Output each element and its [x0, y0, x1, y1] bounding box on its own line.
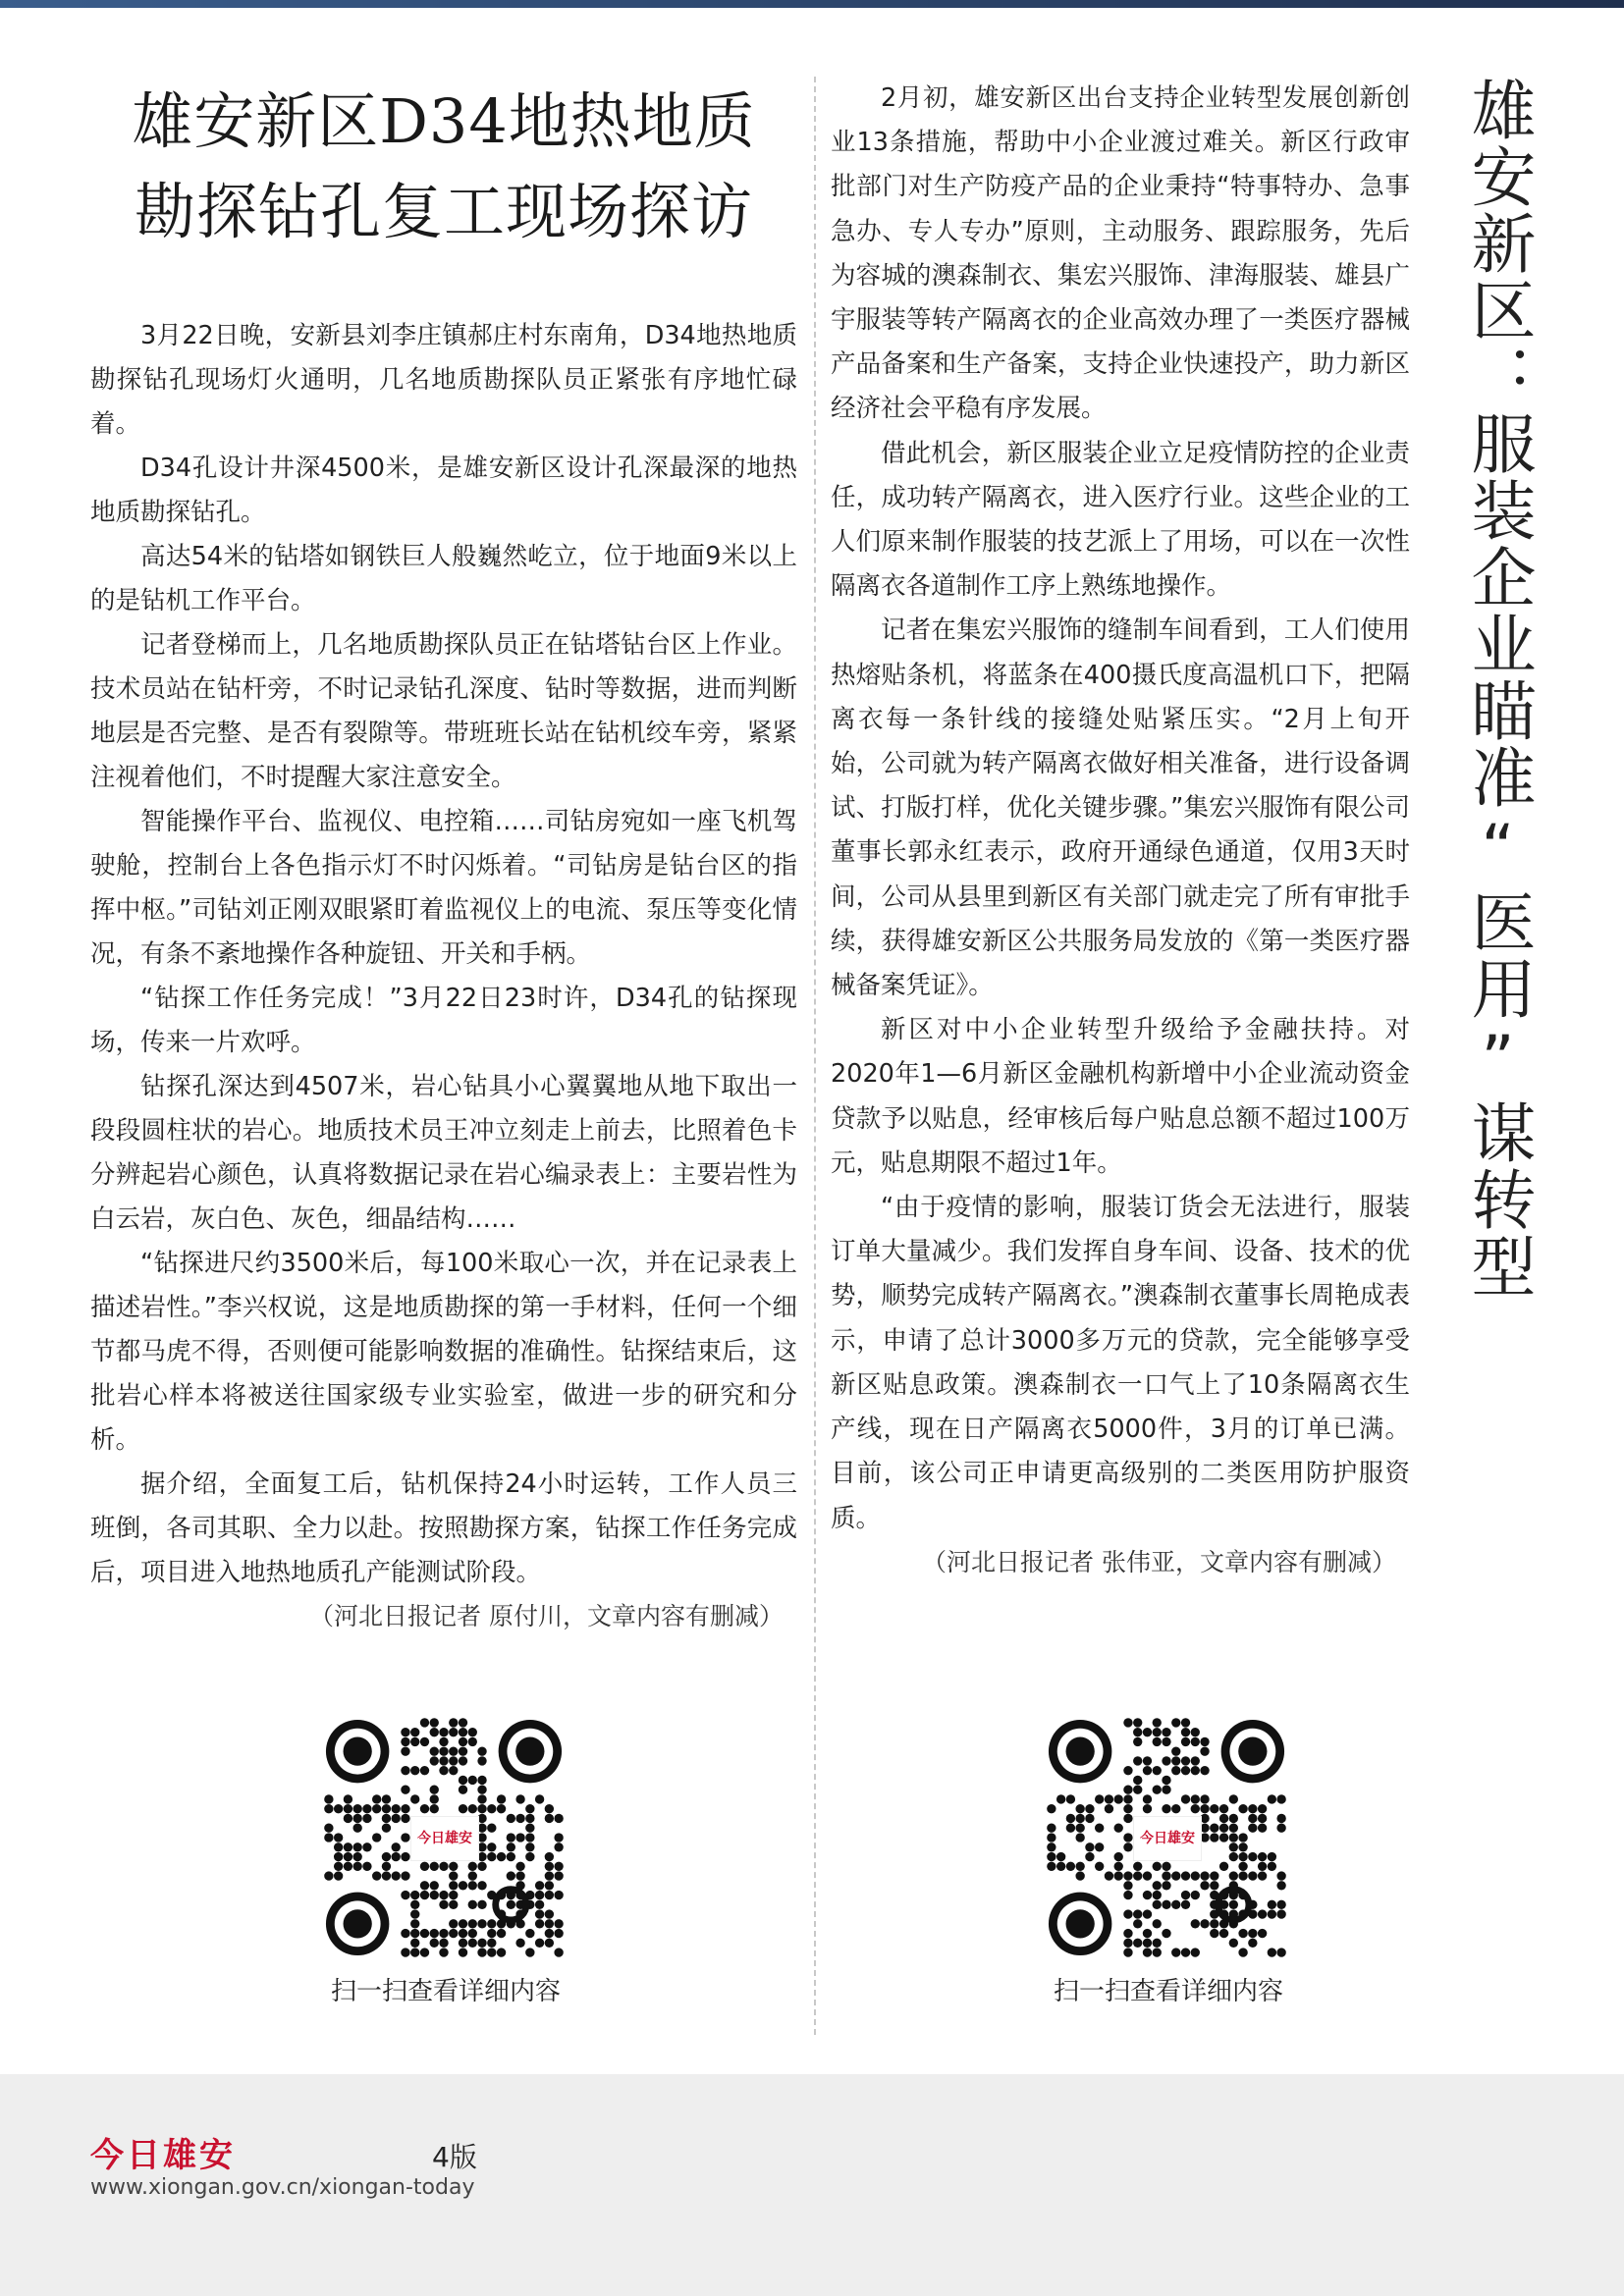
article-1	[90, 77, 797, 1638]
qr-code-logo: 今日雄安	[410, 1816, 479, 1861]
article-1-paragraph: 高达54米的钻塔如钢铁巨人般巍然屹立，位于地面9米以上的是钻机工作平台。	[90, 542, 797, 615]
article-2-byline: （河北日报记者 张伟亚，文章内容有删减）	[922, 1547, 1396, 1576]
article-1-title-line-2: 勘探钻孔复工现场探访	[134, 176, 753, 247]
article-2-title: 雄安新区：服装企业瞄准“医用”谋转型	[1460, 77, 1536, 1300]
qr-code-article-1[interactable]	[324, 1718, 564, 1957]
article-1-paragraph: “钻探工作任务完成！”3月22日23时许，D34孔的钻探现场，传来一片欢呼。	[90, 984, 797, 1057]
column-divider	[814, 77, 816, 2035]
article-1-paragraph: “钻探进尺约3500米后，每100米取心一次，并在记录表上描述岩性。”李兴权说，这是地质勘探的第一手材料，任何一个细节都马虎不得，否则便可能影响数据的准确性。钻探结束后，这批岩心样本将被送往国家级专业实验室，做进一步的研究和分析。	[90, 1249, 797, 1455]
qr-caption-article-1: 扫一扫查看详细内容	[330, 1977, 561, 2006]
article-1-title	[90, 77, 797, 257]
qr-code-article-2[interactable]	[1047, 1718, 1286, 1957]
article-1-paragraph: D34孔设计井深4500米，是雄安新区设计孔深最深的地热地质勘探钻孔。	[90, 454, 797, 527]
top-accent-bar	[0, 0, 1624, 8]
article-1-paragraph: 智能操作平台、监视仪、电控箱……司钻房宛如一座飞机驾驶舱，控制台上各色指示灯不时闪烁着。“司钻房是钻台区的指挥中枢。”司钻刘正刚双眼紧盯着监视仪上的电流、泵压等变化情况，有条不紊地操作各种旋钮、开关和手柄。	[90, 807, 797, 969]
brand-logo: 今日雄安	[90, 2136, 236, 2175]
qr-caption-article-2: 扫一扫查看详细内容	[1053, 1977, 1283, 2006]
article-1-paragraph: 记者登梯而上，几名地质勘探队员正在钻塔钻台区上作业。技术员站在钻杆旁，不时记录钻孔深度、钻时等数据，进而判断地层是否完整、是否有裂隙等。带班班长站在钻机绞车旁，紧紧注视着他们，不时提醒大家注意安全。	[90, 630, 797, 792]
article-2-paragraph: 新区对中小企业转型升级给予金融扶持。对2020年1—6月新区金融机构新增中小企业流动资金贷款予以贴息，经审核后每户贴息总额不超过100万元，贴息期限不超过1年。	[831, 1015, 1410, 1178]
article-2-paragraph: 2月初，雄安新区出台支持企业转型发展创新创业13条措施，帮助中小企业渡过难关。新区行政审批部门对生产防疫产品的企业秉持“特事特办、急事急办、专人专办”原则，主动服务、跟踪服务，先后为容城的澳森制衣、集宏兴服饰、津海服装、雄县广宇服装等转产隔离衣的企业高效办理了一类医疗器械产品备案和生产备案，支持企业快速投产，助力新区经济社会平稳有序发展。	[831, 83, 1410, 424]
article-1-paragraph: 3月22日晚，安新县刘李庄镇郝庄村东南角，D34地热地质勘探钻孔现场灯火通明，几名地质勘探队员正紧张有序地忙碌着。	[90, 321, 797, 439]
article-2-paragraph: 记者在集宏兴服饰的缝制车间看到，工人们使用热熔贴条机，将蓝条在400摄氏度高温机口下，把隔离衣每一条针线的接缝处贴紧压实。“2月上旬开始，公司就为转产隔离衣做好相关准备，进行设备调试、打版打样，优化关键步骤。”集宏兴服饰有限公司董事长郭永红表示，政府开通绿色通道，仅用3天时间，公司从县里到新区有关部门就走完了所有审批手续，获得雄安新区公共服务局发放的《第一类医疗器械备案凭证》。	[831, 615, 1410, 1001]
qr-code-logo: 今日雄安	[1133, 1816, 1202, 1861]
article-1-byline: （河北日报记者 原付川，文章内容有删减）	[309, 1602, 784, 1630]
page-number: 4版	[432, 2141, 477, 2173]
article-2	[831, 77, 1410, 1584]
article-2-paragraph: “由于疫情的影响，服装订货会无法进行，服装订单大量减少。我们发挥自身车间、设备、技术的优势，顺势完成转产隔离衣。”澳森制衣董事长周艳成表示，申请了总计3000多万元的贷款，完全能够享受新区贴息政策。澳森制衣一口气上了10条隔离衣生产线，现在日产隔离衣5000件，3月的订单已满。目前，该公司正申请更高级别的二类医用防护服资质。	[831, 1193, 1410, 1533]
article-1-paragraph: 据介绍，全面复工后，钻机保持24小时运转，工作人员三班倒，各司其职、全力以赴。按照勘探方案，钻探工作任务完成后，项目进入地热地质孔产能测试阶段。	[90, 1469, 797, 1587]
article-2-paragraph: 借此机会，新区服装企业立足疫情防控的企业责任，成功转产隔离衣，进入医疗行业。这些企业的工人们原来制作服装的技艺派上了用场，可以在一次性隔离衣各道制作工序上熟练地操作。	[831, 438, 1410, 602]
article-1-title-line-1: 雄安新区D34地热地质	[132, 85, 756, 157]
site-url[interactable]: www.xiongan.gov.cn/xiongan-today	[90, 2175, 475, 2200]
article-1-paragraph: 钻探孔深达到4507米，岩心钻具小心翼翼地从地下取出一段段圆柱状的岩心。地质技术员王冲立刻走上前去，比照着色卡分辨起岩心颜色，认真将数据记录在岩心编录表上：主要岩性为白云岩，灰白色、灰色，细晶结构……	[90, 1072, 797, 1234]
